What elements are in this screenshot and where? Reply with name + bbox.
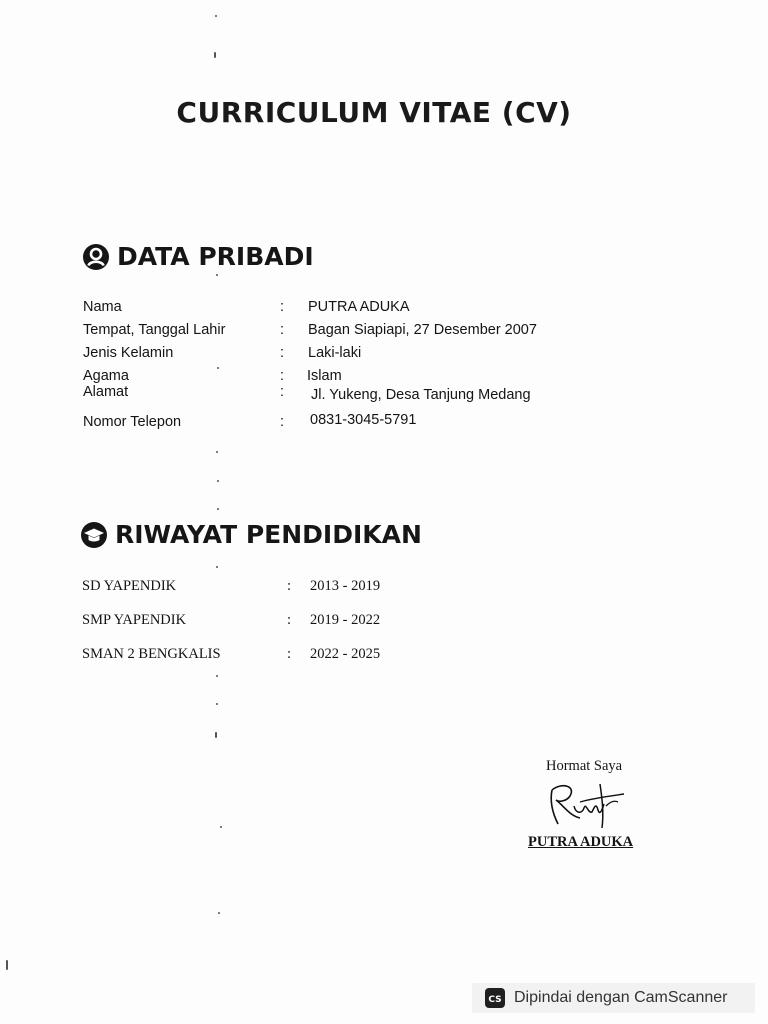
section-heading-data-pribadi	[82, 242, 314, 271]
user-circle-icon	[82, 243, 110, 271]
field-label: Nama	[83, 299, 122, 315]
scan-speck	[217, 367, 219, 369]
field-value: PUTRA ADUKA	[308, 299, 410, 315]
field-separator: :	[280, 345, 285, 361]
scan-speck	[217, 480, 219, 482]
field-value: Bagan Siapiapi, 27 Desember 2007	[308, 322, 537, 338]
camscanner-logo-icon	[485, 988, 505, 1008]
field-value: 0831-3045-5791	[310, 412, 417, 428]
signer-name: PUTRA ADUKA	[528, 834, 634, 850]
page-title: CURRICULUM VITAE (CV)	[176, 96, 572, 129]
scan-speck	[216, 675, 218, 677]
field-separator: :	[287, 578, 292, 594]
scan-speck	[215, 15, 217, 17]
school-name: SMAN 2 BENGKALIS	[82, 646, 221, 662]
scan-speck	[6, 960, 8, 970]
school-years: 2013 - 2019	[310, 578, 381, 594]
field-value: Laki-laki	[308, 345, 362, 361]
graduation-cap-icon	[80, 521, 108, 549]
scan-speck	[220, 826, 222, 828]
field-separator: :	[280, 384, 285, 400]
school-years: 2022 - 2025	[310, 646, 381, 662]
field-separator: :	[280, 414, 285, 430]
camscanner-watermark	[472, 983, 755, 1013]
section-title: RIWAYAT PENDIDIKAN	[115, 520, 422, 549]
field-label: Alamat	[83, 384, 129, 400]
school-name: SD YAPENDIK	[82, 578, 177, 594]
school-years: 2019 - 2022	[310, 612, 381, 628]
section-title: DATA PRIBADI	[117, 242, 314, 271]
scan-speck	[214, 52, 216, 58]
field-separator: :	[287, 612, 292, 628]
logo-text: CS	[488, 995, 502, 1005]
field-label: Agama	[83, 368, 129, 384]
field-label: Nomor Telepon	[83, 414, 182, 430]
scan-speck	[217, 508, 219, 510]
school-name: SMP YAPENDIK	[82, 612, 187, 628]
scan-speck	[215, 732, 217, 738]
section-heading-riwayat-pendidikan	[80, 520, 422, 549]
scan-speck	[216, 566, 218, 568]
field-label: Tempat, Tanggal Lahir	[83, 322, 226, 338]
field-value: Islam	[307, 368, 342, 384]
scan-speck	[216, 451, 218, 453]
scan-speck	[216, 703, 218, 705]
field-separator: :	[280, 322, 285, 338]
signature-image	[540, 780, 630, 832]
field-separator: :	[280, 299, 285, 315]
field-separator: :	[287, 646, 292, 662]
closing-greeting: Hormat Saya	[546, 758, 623, 774]
watermark-text: Dipindai dengan CamScanner	[514, 989, 728, 1006]
scan-speck	[216, 274, 218, 276]
field-value: Jl. Yukeng, Desa Tanjung Medang	[311, 387, 531, 403]
field-separator: :	[280, 368, 285, 384]
scan-speck	[218, 912, 220, 914]
field-label: Jenis Kelamin	[83, 345, 174, 361]
